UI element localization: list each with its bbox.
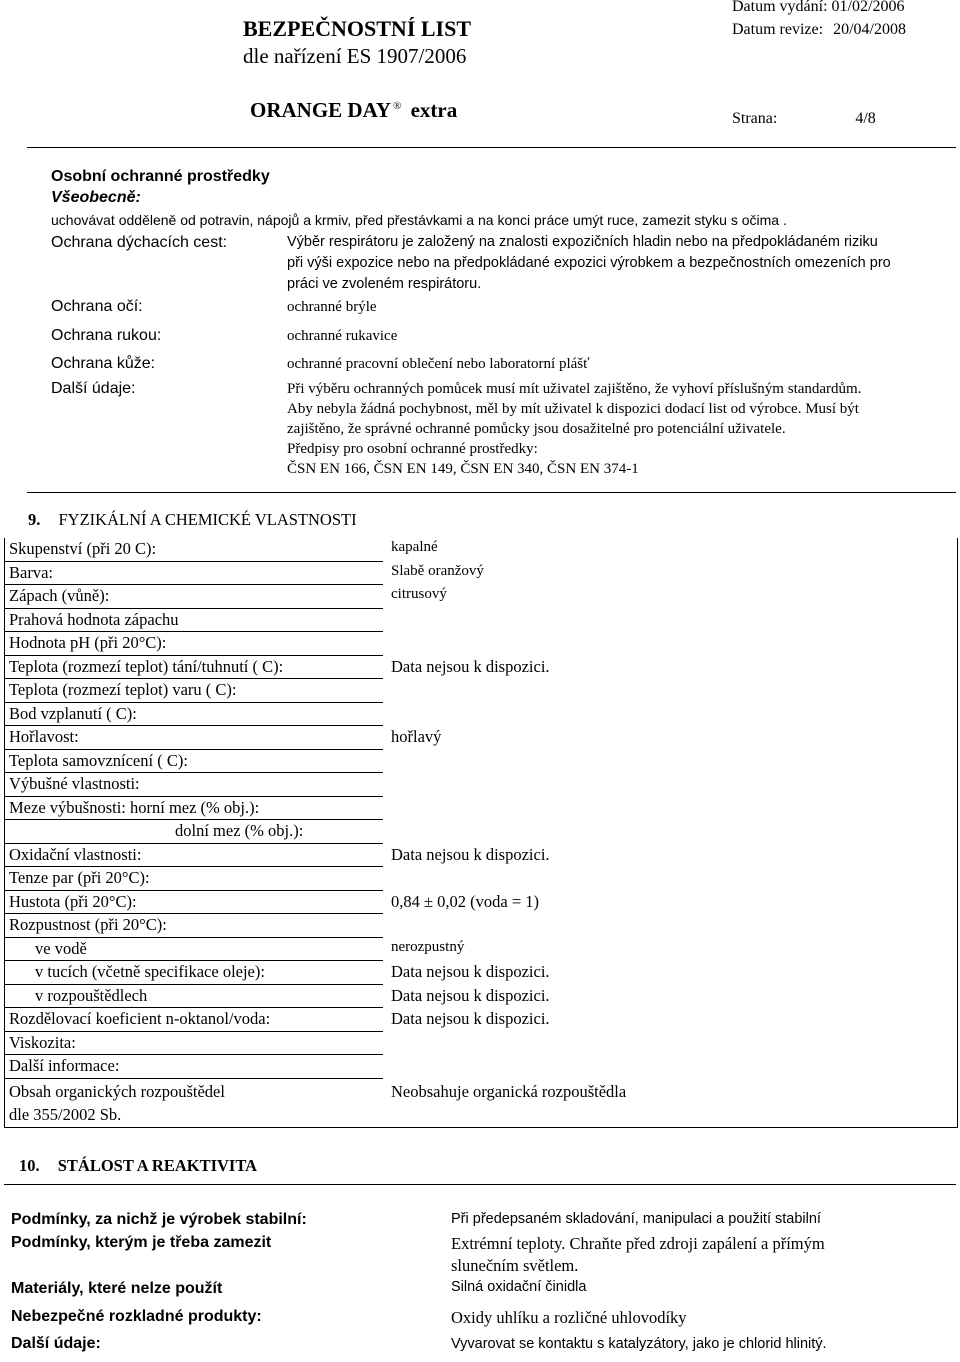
product-name — [250, 98, 457, 123]
property-row — [5, 656, 957, 680]
property-row — [5, 914, 957, 938]
property-label: Hodnota pH (při 20°C): — [9, 633, 167, 652]
other-line: Při výběru ochranných pomůcek musí mít uživatel zajištěno, že vyhoví příslušným standardům. — [287, 381, 862, 397]
section9-number: 9. — [28, 510, 41, 529]
document-title: BEZPEČNOSTNÍ LIST — [243, 16, 472, 41]
property-value: 0,84 ± 0,02 (voda = 1) — [391, 891, 540, 911]
property-row — [5, 703, 957, 727]
property-label: Meze výbušnosti: horní mez (% obj.): — [9, 797, 260, 817]
row-divider — [5, 1078, 383, 1079]
product-name-suffix: extra — [410, 98, 458, 122]
eyes-label: Ochrana očí: — [51, 298, 143, 315]
other-stability-label: Další údaje: — [11, 1335, 101, 1352]
property-label: Rozpustnost (při 20°C): — [9, 915, 167, 934]
property-row — [5, 985, 957, 1009]
property-row — [5, 726, 957, 750]
respiratory-label: Ochrana dýchacích cest: — [51, 234, 228, 251]
property-label: Teplota (rozmezí teplot) varu ( C): — [9, 680, 237, 699]
property-label: Prahová hodnota zápachu — [9, 609, 179, 629]
conditions-avoid-value-cont: slunečním světlem. — [451, 1256, 579, 1275]
skin-label: Ochrana kůže: — [51, 355, 156, 372]
incompatible-materials-value: Silná oxidační činidla — [451, 1279, 587, 1295]
property-value: nerozpustný — [391, 938, 465, 955]
revision-date-label: Datum revize: — [732, 21, 824, 38]
property-label: Oxidační vlastnosti: — [9, 844, 142, 864]
property-row — [5, 820, 957, 844]
property-label: v tucích (včetně specifikace oleje): — [35, 962, 265, 981]
property-label: Barva: — [9, 562, 53, 582]
physical-properties-table — [4, 538, 958, 1128]
issue-date-value: 01/02/2006 — [831, 0, 905, 15]
property-row — [5, 773, 957, 797]
property-label: Teplota (rozmezí teplot) tání/tuhnutí ( C): — [9, 656, 284, 676]
page-label: Strana: — [732, 110, 778, 127]
ppe-general-text: uchovávat odděleně od potravin, nápojů a krmiv, před přestávkami a na konci práce umýt ruce, zamezit styku s očima . — [51, 212, 787, 228]
property-value: Data nejsou k dispozici. — [391, 1009, 550, 1028]
section10-number: 10. — [19, 1156, 40, 1175]
property-label: Výbušné vlastnosti: — [9, 774, 140, 793]
revision-date-value: 20/04/2008 — [833, 21, 906, 38]
registered-mark: ® — [393, 100, 402, 112]
issue-date — [732, 0, 904, 16]
property-row — [5, 1008, 957, 1032]
respiratory-line: Výběr respirátoru je založený na znalosti expozičních hladin nebo na předpokládaném riziku — [287, 234, 878, 250]
property-label: Hořlavost: — [9, 727, 79, 746]
respiratory-line: práci ve zvoleném respirátoru. — [287, 276, 482, 292]
other-stability-value: Vyvarovat se kontaktu s katalyzátory, jako je chlorid hlinitý. — [451, 1336, 827, 1352]
property-row — [5, 632, 957, 656]
property-row — [5, 938, 957, 962]
property-row — [5, 844, 957, 868]
page-value: 4/8 — [855, 110, 876, 127]
property-label: Hustota (při 20°C): — [9, 891, 137, 911]
conditions-avoid-value: Extrémní teploty. Chraňte před zdroji zapálení a přímým — [451, 1234, 825, 1253]
respiratory-line: při výši expozice nebo na předpokládané expozici výrobkem a bezpečnostních omezeních pro — [287, 255, 891, 271]
revision-date — [732, 21, 906, 39]
property-label: Tenze par (při 20°C): — [9, 868, 150, 887]
stability-value: Při předepsaném skladování, manipulaci a použití stabilní — [451, 1211, 821, 1227]
property-row — [5, 538, 957, 562]
conditions-avoid-label: Podmínky, kterým je třeba zamezit — [11, 1234, 272, 1251]
property-row — [5, 1032, 957, 1056]
property-label: Rozdělovací koeficient n-oktanol/voda: — [9, 1009, 271, 1028]
property-row — [5, 609, 957, 633]
property-row — [5, 1055, 957, 1079]
ppe-general-label: Všeobecně: — [51, 189, 141, 206]
property-value: kapalné — [391, 539, 438, 555]
decomposition-products-label: Nebezpečné rozkladné produkty: — [11, 1308, 262, 1325]
skin-value: ochranné pracovní oblečení nebo laboratorní plášť — [287, 356, 590, 372]
property-label: dle 355/2002 Sb. — [9, 1105, 122, 1124]
property-row — [5, 891, 957, 915]
document-subtitle: dle nařízení ES 1907/2006 — [243, 44, 467, 68]
other-label: Další údaje: — [51, 380, 136, 397]
property-value: Data nejsou k dispozici. — [391, 656, 550, 676]
ppe-section — [27, 147, 956, 493]
property-value: Data nejsou k dispozici. — [391, 844, 550, 864]
property-value: Data nejsou k dispozici. — [391, 985, 550, 1005]
property-value: Data nejsou k dispozici. — [391, 962, 550, 981]
other-line: Předpisy pro osobní ochranné prostředky: — [287, 441, 538, 457]
property-row — [5, 867, 957, 891]
ppe-heading: Osobní ochranné prostředky — [51, 168, 270, 185]
property-row — [5, 797, 957, 821]
property-row — [5, 562, 957, 586]
property-row — [5, 750, 957, 774]
property-row — [5, 679, 957, 703]
hands-value: ochranné rukavice — [287, 328, 398, 344]
property-value: Neobsahuje organická rozpouštědla — [391, 1081, 627, 1101]
section10-title: STÁLOST A REAKTIVITA — [57, 1156, 258, 1175]
issue-date-label: Datum vydání: — [732, 0, 828, 15]
property-label: Zápach (vůně): — [9, 586, 110, 605]
property-label: Bod vzplanutí ( C): — [9, 703, 137, 723]
property-value: citrusový — [391, 586, 447, 602]
page-indicator — [732, 110, 876, 128]
stability-section — [4, 1184, 956, 1361]
other-line: Aby nebyla žádná pochybnost, měl by mít uživatel k dispozici dodací list od výrobce. Musí být — [287, 401, 859, 417]
property-row — [5, 1081, 957, 1105]
hands-label: Ochrana rukou: — [51, 327, 162, 344]
property-value: hořlavý — [391, 727, 442, 746]
property-value: Slabě oranžový — [391, 562, 484, 579]
incompatible-materials-label: Materiály, které nelze použít — [11, 1280, 223, 1297]
property-label: Teplota samovznícení ( C): — [9, 750, 188, 770]
row-divider — [5, 1127, 383, 1128]
property-label: Obsah organických rozpouštědel — [9, 1081, 225, 1101]
other-line: zajištěno, že správné ochranné pomůcky jsou dosažitelné pro potenciální uživatele. — [287, 421, 786, 437]
property-label: Viskozita: — [9, 1032, 76, 1052]
property-label: dolní mez (% obj.): — [175, 821, 304, 840]
other-line: ČSN EN 166, ČSN EN 149, ČSN EN 340, ČSN EN 374-1 — [287, 461, 639, 477]
product-name-main: ORANGE DAY — [250, 98, 391, 122]
property-label: Skupenství (při 20 C): — [9, 539, 157, 558]
property-row — [5, 585, 957, 609]
property-row — [5, 1104, 957, 1128]
property-label: ve vodě — [35, 938, 87, 958]
stability-label: Podmínky, za nichž je výrobek stabilní: — [11, 1211, 307, 1228]
section9-heading — [28, 510, 357, 530]
property-label: v rozpouštědlech — [35, 985, 148, 1005]
property-row — [5, 961, 957, 985]
section10-heading — [19, 1156, 257, 1176]
section9-title: FYZIKÁLNÍ A CHEMICKÉ VLASTNOSTI — [58, 510, 357, 529]
decomposition-products-value: Oxidy uhlíku a rozličné uhlovodíky — [451, 1308, 687, 1327]
eyes-value: ochranné brýle — [287, 299, 377, 315]
property-label: Další informace: — [9, 1056, 120, 1075]
